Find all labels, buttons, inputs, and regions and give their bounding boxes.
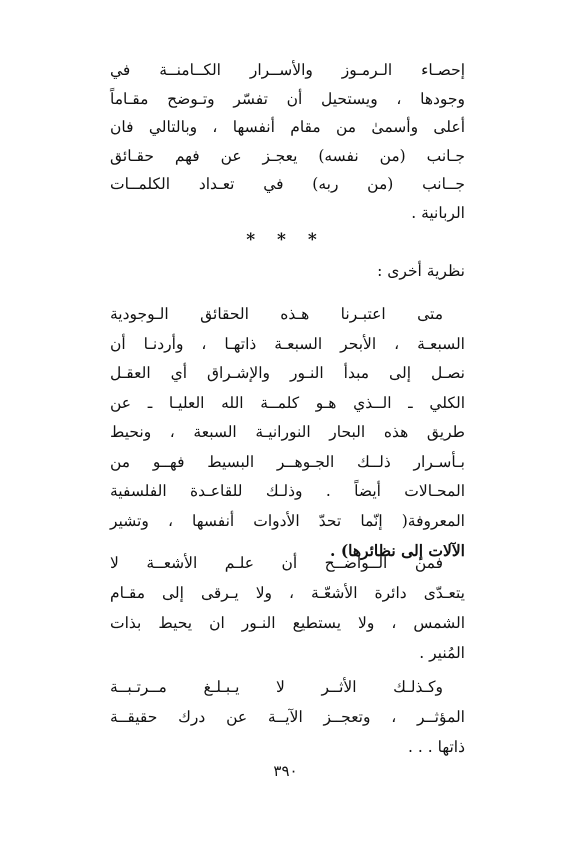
text-line: ذاتها . . . [408,738,465,756]
paragraph-4 [110,672,465,762]
section-heading: نظرية أخرى : [377,262,465,280]
text-line: نصـل إلى مبدأ النـور والإشـراق أي العقـل [110,364,465,382]
text-line: بـأسـرار ذلــك الجـوهــر البسيط فهــو من [110,452,465,471]
text-line: الكلي ـ الــذي هـو كلمــة الله العليـا ـ عن [110,393,465,412]
text-line: المحـالات أيضاً . وذلـك للقاعـدة الفلسفية [110,482,465,500]
paragraph-1 [110,56,465,227]
text-line: الربانية . [411,203,465,222]
paragraph-3 [110,548,465,668]
text-line: إحصـاء الـرمـوز والأســرار الكــامنــة في [110,61,465,79]
page-number: ٣٩٠ [273,762,298,780]
text-line: أعلى وأسمىٰ من مقام أنفسها ، وبالتالي فان [110,118,465,136]
paragraph-2 [110,300,465,566]
text-line: المؤثــر ، وتعجــز الآيــة عن درك حقيقــة [110,708,465,726]
text-line: السبعـة ، الأبحر السبعـة ذاتهـا ، وأردنـا أن [110,334,465,353]
text-line: الشمس ، ولا يستطيع النـور ان يحيط بذات [110,614,465,632]
text-line: يتعـدّى دائرة الأشعّـة ، ولا يـرقى إلى مقـام [110,584,465,602]
text-line: طريق هذه البحار النورانيـة السبعة ، ونحيط [110,423,465,441]
text-line: فمن الــواضــح أن علـم الأشعــة لا [110,554,443,572]
text-line: وجودها ، ويستحيل أن تفسّر وتـوضح مقـاماً [110,89,465,108]
text-line: المُنير . [419,644,465,662]
text-line: وكـذلـك الأثــر لا يـبـلـغ مــرتـبــة [110,678,443,696]
text-line: متى اعتبـرنا هـذه الحقائق الـوجودية [110,305,443,323]
text-line: جـانب (من نفسه) يعجـز عن فهم حقـائق [110,146,465,165]
text-line: جــانب (من ربه) في تعـداد الكلمــات [110,175,465,193]
section-separator: * * * [246,230,325,250]
text-line: الآلات إلى نظائرها) . [330,541,465,560]
text-line: المعروفة( إنّما تحدّ الأدوات أنفسها ، وتشير [110,511,465,530]
